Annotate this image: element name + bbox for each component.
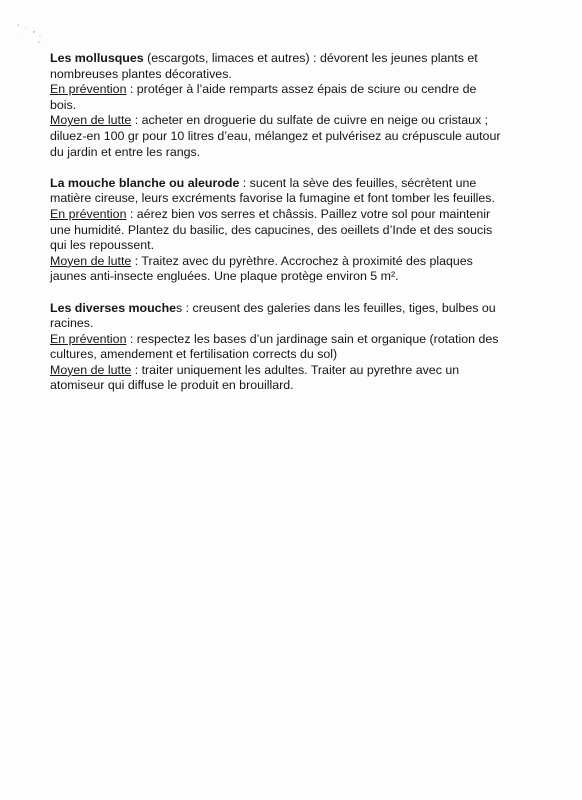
lutte-label: Moyen de lutte [50,362,132,377]
lutte-line: du jardin et entre les rangs. [50,144,201,159]
intro-line [50,176,570,192]
lutte-line [50,113,570,129]
document-body [50,51,570,410]
section-mouche-blanche [50,176,570,285]
lutte-line: atomiseur qui diffuse le produit en brouillard. [50,378,294,393]
prevention-text: : protéger à l’aide remparts assez épais de sciure ou cendre de [126,82,477,97]
section-title: La mouche blanche ou aleurode [50,175,240,190]
prevention-line [50,207,570,223]
prevention-text: : aérez bien vos serres et châssis. Paillez votre sol pour maintenir [126,206,491,221]
prevention-line: cultures, amendement et fertilisation corrects du sol) [50,347,338,362]
lutte-line: diluez-en 100 gr pour 10 litres d’eau, mélangez et pulvérisez au crépuscule autour [50,128,501,143]
intro-line: nombreuses plantes décoratives. [50,66,232,81]
prevention-line: qui les repoussent. [50,238,155,253]
scan-specks [14,22,54,52]
intro-line: matière cireuse, leurs excréments favorise la fumagine et font tomber les feuilles. [50,191,495,206]
section-title: Les diverses mouche [50,300,177,315]
lutte-line [50,254,570,270]
intro-text: (escargots, limaces et autres) : dévorent les jeunes plants et [143,51,478,65]
prevention-text: : respectez les bases d’un jardinage sain et organique (rotation des [126,331,499,346]
lutte-text: : acheter en droguerie du sulfate de cuivre en neige ou cristaux ; [131,113,489,128]
intro-line [50,51,570,67]
prevention-line: bois. [50,97,77,112]
section-title: Les mollusques [50,51,144,65]
lutte-text: : Traitez avec du pyrèthre. Accrochez à proximité des plaques [131,253,473,268]
intro-line: racines. [50,316,94,331]
intro-line [50,301,570,317]
lutte-label: Moyen de lutte [50,253,132,268]
intro-text: : sucent la sève des feuilles, sécrètent une [239,175,477,190]
intro-text: : creusent des galeries dans les feuilles, tiges, bulbes ou [182,300,496,315]
prevention-label: En prévention [50,82,127,97]
prevention-line: une humidité. Plantez du basilic, des capucines, des oeillets d’Inde et des soucis [50,222,493,237]
section-diverses-mouches [50,301,570,395]
prevention-line [50,82,570,98]
prevention-label: En prévention [50,206,127,221]
section-mollusques [50,51,570,160]
lutte-line [50,363,570,379]
prevention-line [50,332,570,348]
lutte-label: Moyen de lutte [50,113,132,128]
lutte-line: jaunes anti-insecte engluées. Une plaque protège environ 5 m². [50,269,399,284]
lutte-text: : traiter uniquement les adultes. Traiter au pyrethre avec un [131,362,460,377]
prevention-label: En prévention [50,331,127,346]
section-title-suffix: s [176,300,183,315]
